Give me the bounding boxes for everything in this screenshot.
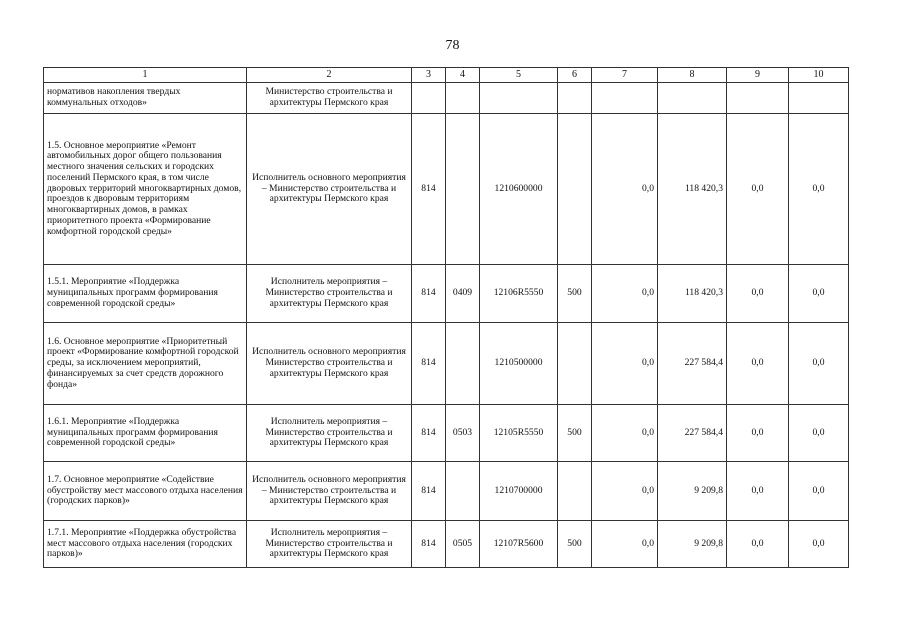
cell-col5: 1210600000 bbox=[480, 114, 558, 265]
cell-col4: 0503 bbox=[446, 405, 480, 462]
cell-col10: 0,0 bbox=[789, 521, 849, 568]
cell-col8: 227 584,4 bbox=[658, 323, 727, 405]
cell-col6: 500 bbox=[558, 521, 592, 568]
cell-col8: 118 420,3 bbox=[658, 114, 727, 265]
executor: Министерство строительства и архитектуры Пермского края bbox=[247, 83, 412, 114]
cell-col3: 814 bbox=[412, 462, 446, 521]
cell-col3: 814 bbox=[412, 114, 446, 265]
cell-col6 bbox=[558, 83, 592, 114]
cell-col8 bbox=[658, 83, 727, 114]
cell-col5: 1210700000 bbox=[480, 462, 558, 521]
measure-name: 1.7. Основное мероприятие «Содействие обустройству мест массового отдыха населения (городских парков)» bbox=[44, 462, 247, 521]
table-row bbox=[44, 83, 849, 114]
column-header: 4 bbox=[446, 68, 480, 83]
cell-col5 bbox=[480, 83, 558, 114]
cell-col6 bbox=[558, 114, 592, 265]
column-header: 5 bbox=[480, 68, 558, 83]
measure-name: 1.7.1. Мероприятие «Поддержка обустройства мест массового отдыха населения (городских парков)» bbox=[44, 521, 247, 568]
cell-col3: 814 bbox=[412, 521, 446, 568]
cell-col7 bbox=[592, 83, 658, 114]
cell-col5: 12107R5600 bbox=[480, 521, 558, 568]
cell-col7: 0,0 bbox=[592, 405, 658, 462]
column-header: 10 bbox=[789, 68, 849, 83]
column-header: 1 bbox=[44, 68, 247, 83]
cell-col7: 0,0 bbox=[592, 265, 658, 323]
cell-col5: 1210500000 bbox=[480, 323, 558, 405]
cell-col7: 0,0 bbox=[592, 521, 658, 568]
cell-col9: 0,0 bbox=[727, 114, 789, 265]
cell-col8: 227 584,4 bbox=[658, 405, 727, 462]
cell-col6 bbox=[558, 462, 592, 521]
executor: Исполнитель мероприятия – Министерство строительства и архитектуры Пермского края bbox=[247, 265, 412, 323]
cell-col4 bbox=[446, 462, 480, 521]
page-number: 78 bbox=[445, 38, 460, 53]
cell-col10: 0,0 bbox=[789, 114, 849, 265]
cell-col7: 0,0 bbox=[592, 323, 658, 405]
cell-col4: 0409 bbox=[446, 265, 480, 323]
column-header: 9 bbox=[727, 68, 789, 83]
cell-col9: 0,0 bbox=[727, 265, 789, 323]
column-header: 2 bbox=[247, 68, 412, 83]
measure-name: 1.5. Основное мероприятие «Ремонт автомобильных дорог общего пользования местного значения сельских и городских поселений Пермского края, в том числе дворовых территорий многоквартирных домов, проездов к дворовым территориям многоквартирных домов, в рамках приоритетного проекта «Формирование комфортной городской среды» bbox=[44, 114, 247, 265]
cell-col8: 118 420,3 bbox=[658, 265, 727, 323]
cell-col8: 9 209,8 bbox=[658, 521, 727, 568]
measure-name: 1.6. Основное мероприятие «Приоритетный проект «Формирование комфортной городской среды, за исключением мероприятий, финансируемых за счет средств дорожного фонда» bbox=[44, 323, 247, 405]
cell-col7: 0,0 bbox=[592, 114, 658, 265]
header-row bbox=[44, 68, 849, 83]
measure-name: 1.5.1. Мероприятие «Поддержка муниципальных программ формирования современной городской среды» bbox=[44, 265, 247, 323]
table-row bbox=[44, 265, 849, 323]
table-row bbox=[44, 462, 849, 521]
cell-col9: 0,0 bbox=[727, 462, 789, 521]
cell-col4: 0505 bbox=[446, 521, 480, 568]
measure-name: 1.6.1. Мероприятие «Поддержка муниципальных программ формирования современной городской среды» bbox=[44, 405, 247, 462]
cell-col9 bbox=[727, 83, 789, 114]
table-row bbox=[44, 323, 849, 405]
column-header: 8 bbox=[658, 68, 727, 83]
cell-col6: 500 bbox=[558, 405, 592, 462]
cell-col3: 814 bbox=[412, 265, 446, 323]
cell-col3: 814 bbox=[412, 323, 446, 405]
budget-table bbox=[43, 67, 849, 568]
cell-col7: 0,0 bbox=[592, 462, 658, 521]
column-header: 3 bbox=[412, 68, 446, 83]
executor: Исполнитель основного мероприятия – Министерство строительства и архитектуры Пермского края bbox=[247, 114, 412, 265]
table-row bbox=[44, 405, 849, 462]
cell-col5: 12105R5550 bbox=[480, 405, 558, 462]
cell-col10: 0,0 bbox=[789, 462, 849, 521]
table-row bbox=[44, 114, 849, 265]
cell-col5: 12106R5550 bbox=[480, 265, 558, 323]
executor: Исполнитель основного мероприятия – Министерство строительства и архитектуры Пермского края bbox=[247, 462, 412, 521]
cell-col10: 0,0 bbox=[789, 405, 849, 462]
executor: Исполнитель основного мероприятия Министерство строительства и архитектуры Пермского края bbox=[247, 323, 412, 405]
cell-col9: 0,0 bbox=[727, 405, 789, 462]
cell-col10: 0,0 bbox=[789, 265, 849, 323]
cell-col10: 0,0 bbox=[789, 323, 849, 405]
cell-col6 bbox=[558, 323, 592, 405]
measure-name: нормативов накопления твердых коммунальных отходов» bbox=[44, 83, 247, 114]
cell-col4 bbox=[446, 114, 480, 265]
cell-col3 bbox=[412, 83, 446, 114]
cell-col4 bbox=[446, 83, 480, 114]
column-header: 7 bbox=[592, 68, 658, 83]
executor: Исполнитель мероприятия – Министерство строительства и архитектуры Пермского края bbox=[247, 405, 412, 462]
cell-col10 bbox=[789, 83, 849, 114]
column-header: 6 bbox=[558, 68, 592, 83]
cell-col4 bbox=[446, 323, 480, 405]
executor: Исполнитель мероприятия – Министерство строительства и архитектуры Пермского края bbox=[247, 521, 412, 568]
cell-col6: 500 bbox=[558, 265, 592, 323]
cell-col9: 0,0 bbox=[727, 521, 789, 568]
cell-col8: 9 209,8 bbox=[658, 462, 727, 521]
table-row bbox=[44, 521, 849, 568]
cell-col3: 814 bbox=[412, 405, 446, 462]
cell-col9: 0,0 bbox=[727, 323, 789, 405]
